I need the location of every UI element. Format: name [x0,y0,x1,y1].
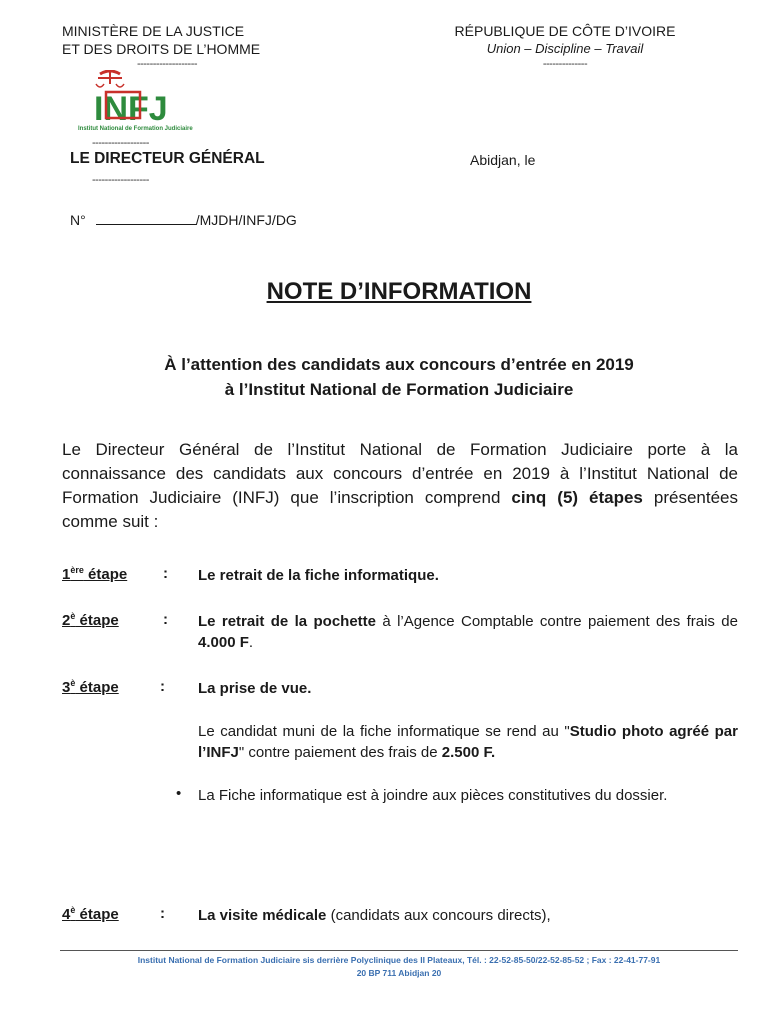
director-title: LE DIRECTEUR GÉNÉRAL [70,150,265,167]
step-2-rest: à l’Agence Comptable contre paiement des frais de [376,613,738,630]
ministry-line1: MINISTÈRE DE LA JUSTICE [62,23,245,39]
step-2-colon: : [163,611,168,628]
step-4-text [198,905,551,926]
step-3-word: étape [75,679,119,696]
reference-suffix: /MJDH/INFJ/DG [195,212,297,228]
ministry-line2: ET DES DROITS DE L’HOMME [62,41,261,57]
place-date: Abidjan, le [470,152,536,168]
step-3-para-c: " contre paiement des frais de [238,744,442,761]
step-3-number: 3 [62,679,71,696]
step-1-number: 1 [62,566,71,583]
logo-text: INFJ [94,90,168,126]
step-3-paragraph [198,721,738,763]
step-3-colon: : [160,678,165,695]
step-2-word: étape [75,612,119,629]
republic-header [440,22,690,70]
intro-text: Le Directeur Général de l’Institut National de Formation Judiciaire porte à la connaissance des candidats aux concours d’entrée en 2019 à l’Institut National de Formation Judiciaire (INFJ) que l’inscription comprend [62,440,738,507]
bullet-icon: • [176,785,182,802]
subtitle-line1: À l’attention des candidats aux concours d’entrée en 2019 [164,355,634,374]
step-2-number: 2 [62,612,71,629]
republic-motto: Union – Discipline – Travail [486,41,644,56]
step-2-end: . [248,634,254,651]
republic-name: RÉPUBLIQUE DE CÔTE D’IVOIRE [454,23,676,39]
step-3-superscript: è [70,678,76,688]
step-1-text: Le retrait de la fiche informatique. [198,567,439,584]
step-1-superscript: ère [70,565,84,575]
step-3-text: La prise de vue. [198,680,312,697]
step-1-colon: : [163,565,168,582]
step-4-rest: (candidats aux concours directs), [326,907,551,924]
director-separator: ------------------ [92,174,149,186]
step-4-bold: La visite médicale [198,907,327,924]
intro-bold: cinq (5) étapes [511,488,643,507]
step-2-text [198,611,738,653]
step-4-number: 4 [62,906,71,923]
document-subtitle [0,352,768,402]
republic-separator: -------------- [542,58,588,70]
step-2-bold: Le retrait de la pochette [198,613,377,630]
step-4-word: étape [75,906,119,923]
step-3-bullet: La Fiche informatique est à joindre aux pièces constitutives du dossier. [198,787,668,804]
step-3-label [62,678,119,696]
reference-prefix: N° [70,212,86,228]
step-3-para-a: Le candidat muni de la fiche informatique se rend au " [198,723,570,740]
step-2-superscript: è [70,611,76,621]
scales-of-justice-icon [78,70,208,126]
intro-paragraph [62,438,738,534]
logo-separator: ------------------ [92,137,149,149]
footer-line2: 20 BP 711 Abidjan 20 [356,968,442,978]
footer-divider [60,950,738,951]
footer-address [60,954,738,980]
document-title: NOTE D’INFORMATION [266,278,532,305]
step-1-word: étape [83,566,128,583]
intro-end: présentées comme suit : [62,488,738,531]
ministry-separator: ------------------- [136,58,198,70]
step-3-studio: Studio photo agréé par l’INFJ [198,723,738,761]
reference-blank [96,212,196,225]
subtitle-line2: à l’Institut National de Formation Judiciaire [224,380,574,399]
step-4-label [62,905,119,923]
ministry-header [62,22,272,70]
step-4-colon: : [160,905,165,922]
step-2-label [62,611,119,629]
logo-caption: Institut National de Formation Judiciaire [78,126,193,132]
step-1-label [62,565,127,583]
step-3-amount: 2.500 F. [441,744,496,761]
footer-line1: Institut National de Formation Judiciaire sis derrière Polyclinique des II Plateaux, Tél. : 22-52-85-50/22-52-85-52 ; Fax : 22-41-77-91 [137,955,661,965]
reference-number [70,212,297,228]
step-2-amount: 4.000 F [198,634,249,651]
step-4-superscript: è [70,905,76,915]
